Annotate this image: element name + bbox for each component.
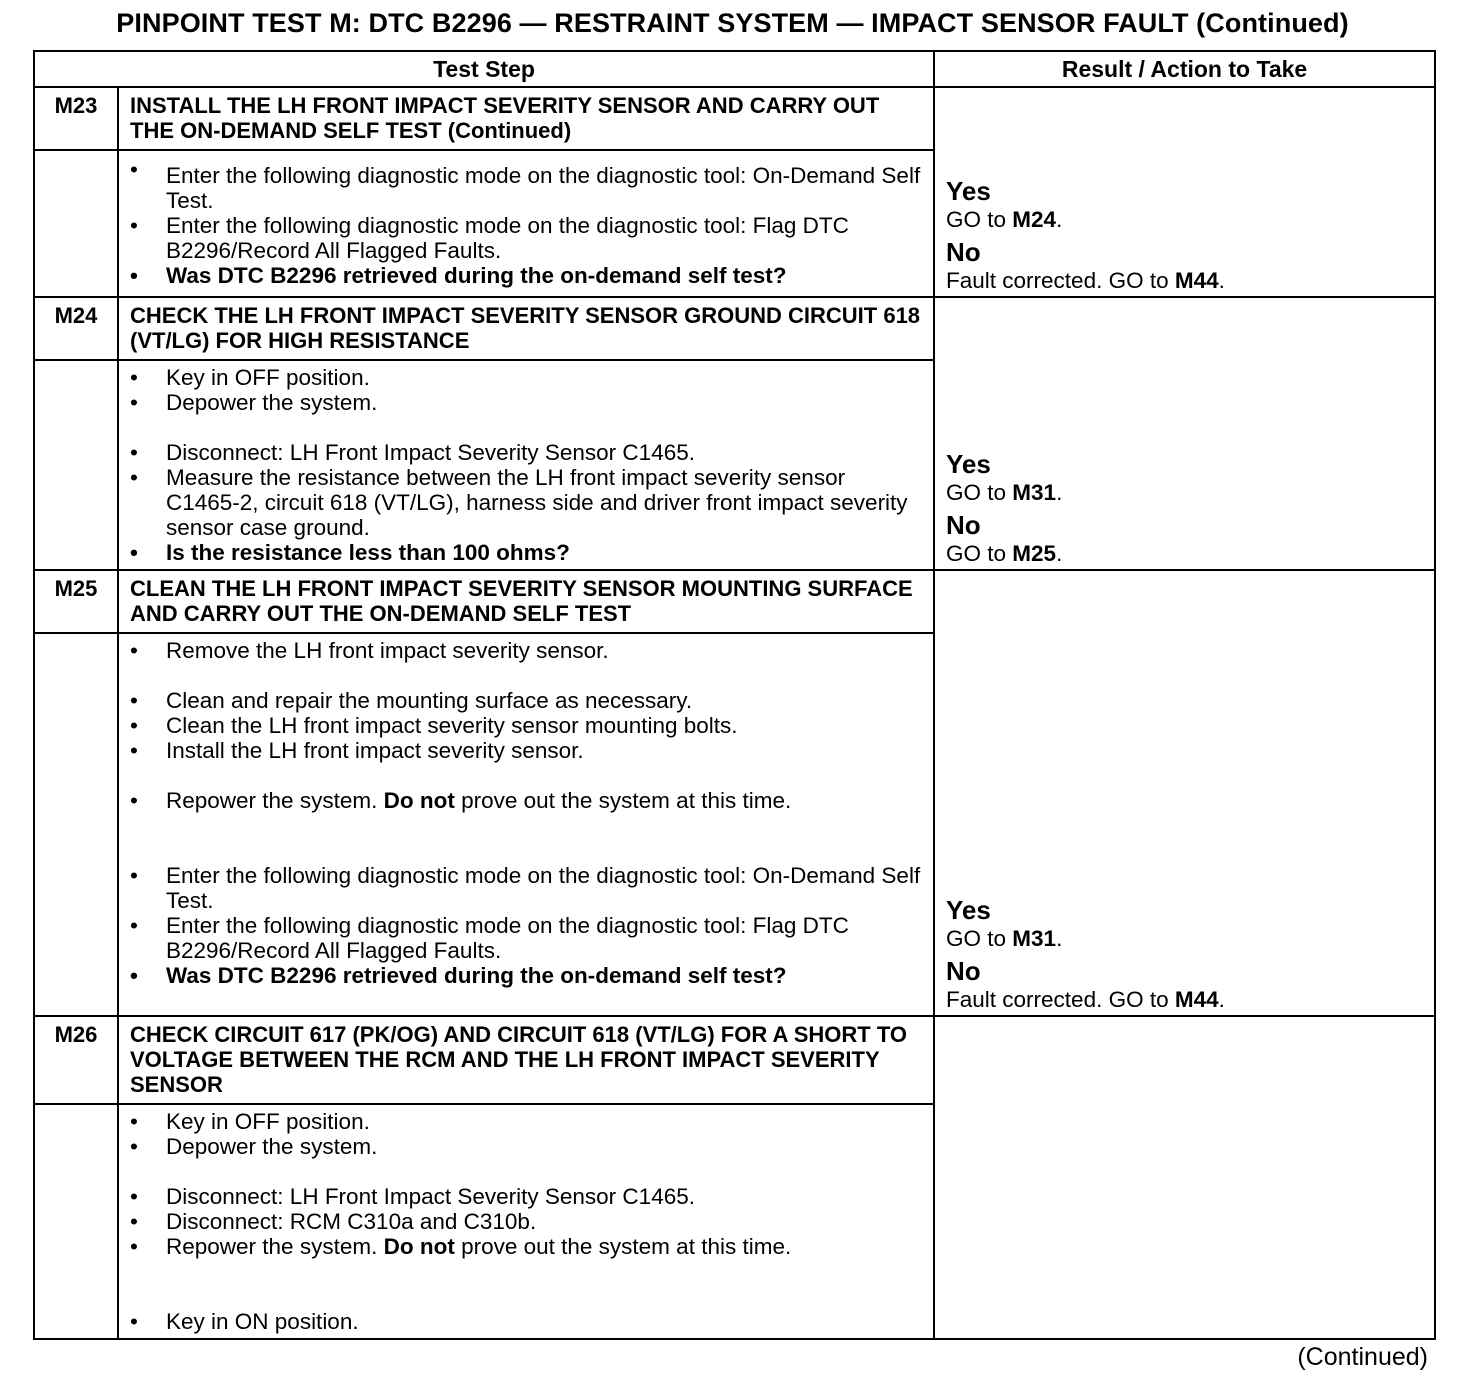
list-item-text: Repower the system. — [166, 788, 384, 813]
list-item — [35, 1234, 933, 1259]
list-item: • Is the resistance less than 100 ohms? — [35, 540, 933, 565]
step-id: M24 — [34, 297, 118, 570]
yes-action: GO to M31. — [946, 926, 1063, 951]
list-item: • Remove the LH front impact severity sensor. — [35, 638, 933, 663]
list-item: • Depower the system. — [35, 1134, 933, 1159]
yes-target-link[interactable]: M31 — [1012, 926, 1057, 951]
no-label: No — [946, 510, 981, 540]
list-item: • Enter the following diagnostic mode on the diagnostic tool: On-Demand Self Test. — [35, 157, 933, 213]
header-result: Result / Action to Take — [934, 51, 1435, 87]
list-item: • Key in OFF position. — [35, 1109, 933, 1134]
list-item: • Key in OFF position. — [35, 365, 933, 390]
step-content — [118, 1016, 934, 1339]
step-bullets — [35, 361, 933, 569]
list-item: • Disconnect: RCM C310a and C310b. — [35, 1209, 933, 1234]
yes-target-link[interactable]: M31 — [1012, 480, 1057, 505]
continued-label: (Continued) — [1297, 1343, 1428, 1371]
table-row — [34, 87, 1435, 297]
yes-label: Yes — [946, 449, 991, 479]
no-action: Fault corrected. GO to M44. — [946, 987, 1225, 1012]
list-item — [35, 788, 933, 813]
step-title: CLEAN THE LH FRONT IMPACT SEVERITY SENSOR MOUNTING SURFACE AND CARRY OUT THE ON-DEMAND SELF TEST — [35, 571, 933, 634]
list-item: • Enter the following diagnostic mode on the diagnostic tool: Flag DTC B2296/Record All Flagged Faults. — [35, 213, 933, 263]
no-label: No — [946, 956, 981, 986]
step-content — [118, 570, 934, 1016]
no-target-link[interactable]: M44 — [1174, 268, 1219, 293]
list-item: • Was DTC B2296 retrieved during the on-demand self test? — [35, 263, 933, 288]
yes-text: GO to — [946, 926, 1013, 951]
list-item: • Disconnect: LH Front Impact Severity Sensor C1465. — [35, 1184, 933, 1209]
yes-action: GO to M31. — [946, 480, 1063, 505]
result-cell — [934, 297, 1435, 570]
no-text: Fault corrected. GO to — [946, 268, 1175, 293]
step-bullets — [35, 634, 933, 992]
list-item: • Enter the following diagnostic mode on the diagnostic tool: On-Demand Self Test. — [35, 863, 933, 913]
no-action: GO to M25. — [946, 541, 1063, 566]
step-content — [118, 297, 934, 570]
list-item: • Enter the following diagnostic mode on the diagnostic tool: Flag DTC B2296/Record All Flagged Faults. — [35, 913, 933, 963]
no-label: No — [946, 237, 981, 267]
result-cell — [934, 570, 1435, 1016]
result-cell — [934, 1016, 1435, 1339]
pinpoint-test-table — [33, 50, 1436, 1340]
list-item: • Clean the LH front impact severity sensor mounting bolts. — [35, 713, 933, 738]
list-item-emphasis: Do not — [383, 788, 455, 813]
yes-label: Yes — [946, 895, 991, 925]
list-item-text: Repower the system. — [166, 1234, 384, 1259]
page-title: PINPOINT TEST M: DTC B2296 — RESTRAINT SYSTEM — IMPACT SENSOR FAULT (Continued) — [116, 8, 1349, 38]
table-row — [34, 1016, 1435, 1339]
list-item: • Install the LH front impact severity sensor. — [35, 738, 933, 763]
no-target-link[interactable]: M44 — [1174, 987, 1219, 1012]
list-item-emphasis: Do not — [383, 1234, 455, 1259]
step-bullets — [35, 1105, 933, 1338]
yes-target-link[interactable]: M24 — [1012, 207, 1057, 232]
no-text: GO to — [946, 541, 1013, 566]
list-item-text: prove out the system at this time. — [454, 788, 792, 813]
no-target-link[interactable]: M25 — [1012, 541, 1057, 566]
step-id: M23 — [34, 87, 118, 297]
list-item: • Was DTC B2296 retrieved during the on-demand self test? — [35, 963, 933, 988]
step-title: INSTALL THE LH FRONT IMPACT SEVERITY SENSOR AND CARRY OUT THE ON-DEMAND SELF TEST (Continued) — [35, 88, 933, 151]
result-cell — [934, 87, 1435, 297]
yes-text: GO to — [946, 480, 1013, 505]
yes-text: GO to — [946, 207, 1013, 232]
list-item: • Disconnect: LH Front Impact Severity Sensor C1465. — [35, 440, 933, 465]
list-item: • Depower the system. — [35, 390, 933, 415]
step-id: M26 — [34, 1016, 118, 1339]
step-title: CHECK THE LH FRONT IMPACT SEVERITY SENSOR GROUND CIRCUIT 618 (VT/LG) FOR HIGH RESISTANCE — [35, 298, 933, 361]
step-bullets — [35, 151, 933, 292]
table-row — [34, 570, 1435, 1016]
table-header-row — [34, 51, 1435, 87]
step-content — [118, 87, 934, 297]
list-item: • Clean and repair the mounting surface as necessary. — [35, 688, 933, 713]
no-action: Fault corrected. GO to M44. — [946, 268, 1225, 293]
list-item: • Key in ON position. — [35, 1309, 933, 1334]
no-text: Fault corrected. GO to — [946, 987, 1175, 1012]
table-row — [34, 297, 1435, 570]
yes-label: Yes — [946, 176, 991, 206]
step-id: M25 — [34, 570, 118, 1016]
list-item-text: prove out the system at this time. — [454, 1234, 792, 1259]
step-title: CHECK CIRCUIT 617 (PK/OG) AND CIRCUIT 618 (VT/LG) FOR A SHORT TO VOLTAGE BETWEEN THE RCM AND THE LH FRONT IMPACT SEVERITY SENSOR — [35, 1017, 933, 1105]
yes-action: GO to M24. — [946, 207, 1063, 232]
header-test-step: Test Step — [34, 51, 934, 87]
list-item: • Measure the resistance between the LH front impact severity sensor C1465-2, circuit 618 (VT/LG), harness side and driver front impact severity sensor case ground. — [35, 465, 933, 540]
